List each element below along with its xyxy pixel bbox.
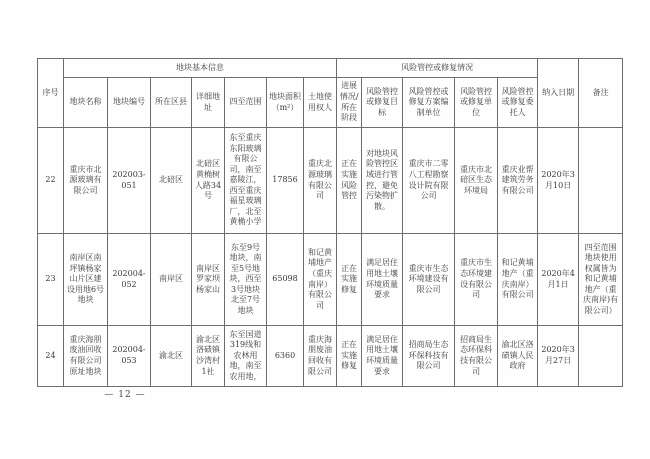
table-row bbox=[38, 326, 623, 387]
cell-remark: 四至范围地块使用权属皆为和记黄埔地产（重庆南岸)有限公司） bbox=[579, 234, 623, 326]
header-plan-unit: 风险管控或修复方案编制单位 bbox=[403, 78, 455, 128]
cell-land-user: 和记黄埔地产（重庆南岸）有限公司 bbox=[304, 234, 337, 326]
header-group-risk-control: 风险管控或修复情况 bbox=[337, 59, 538, 78]
cell-date: 2020年3月27日 bbox=[538, 326, 579, 387]
header-land-user: 土地使用权人 bbox=[304, 78, 337, 128]
cell-boundary: 东至重庆东阳玻璃有限公司，南至嘉陵江，西至重庆福星玻璃厂，北至黄桷小学 bbox=[225, 128, 267, 234]
cell-seq: 23 bbox=[38, 234, 64, 326]
cell-client: 渝北区洛碛镇人民政府 bbox=[498, 326, 538, 387]
page-number: — 12 — bbox=[104, 390, 146, 400]
cell-area: 65098 bbox=[267, 234, 304, 326]
cell-client: 和记黄埔地产（重庆南岸）有限公司 bbox=[498, 234, 538, 326]
cell-parcel-code: 202004-053 bbox=[108, 326, 151, 387]
header-parcel-code: 地块编号 bbox=[108, 78, 151, 128]
header-risk-target: 风险管控或修复目标 bbox=[362, 78, 403, 128]
cell-date: 2020年3月10日 bbox=[538, 128, 579, 234]
table-row bbox=[38, 128, 623, 234]
header-address: 详细地址 bbox=[192, 78, 225, 128]
cell-date: 2020年4月1日 bbox=[538, 234, 579, 326]
cell-progress: 正在实施修复 bbox=[337, 234, 362, 326]
table-body bbox=[38, 128, 623, 387]
cell-progress: 正在实施风险管控 bbox=[337, 128, 362, 234]
cell-remark bbox=[579, 326, 623, 387]
cell-district: 南岸区 bbox=[151, 234, 192, 326]
cell-land-user: 重庆北源玻璃有限公司 bbox=[304, 128, 337, 234]
header-remark: 备注 bbox=[579, 59, 623, 128]
header-group-basic-info: 地块基本信息 bbox=[64, 59, 337, 78]
cell-plan-unit: 招商局生态环保科技有限公司 bbox=[403, 326, 455, 387]
header-parcel-name: 地块名称 bbox=[64, 78, 108, 128]
cell-parcel-code: 202003-051 bbox=[108, 128, 151, 234]
cell-plan-unit: 重庆市二零八工程勘察设计院有限公司 bbox=[403, 128, 455, 234]
header-district: 所在区县 bbox=[151, 78, 192, 128]
cell-remark bbox=[579, 128, 623, 234]
cell-client: 重庆业帮建筑劳务有限公司 bbox=[498, 128, 538, 234]
header-seq: 序号 bbox=[38, 59, 64, 128]
cell-repair-unit: 重庆市北碚区生态环境局 bbox=[455, 128, 498, 234]
header-boundary: 四至范围 bbox=[225, 78, 267, 128]
cell-land-user: 重庆海朋废油回收有限公司 bbox=[304, 326, 337, 387]
cell-parcel-name: 重庆海朋废油回收有限公司原址地块 bbox=[64, 326, 108, 387]
header-group-row bbox=[38, 59, 623, 78]
cell-address: 渝北区洛碛镇沙湾村1社 bbox=[192, 326, 225, 387]
cell-parcel-code: 202004-052 bbox=[108, 234, 151, 326]
cell-boundary: 东至国道319线和农林用地，南至农用地， bbox=[225, 326, 267, 387]
cell-area: 17856 bbox=[267, 128, 304, 234]
table-row bbox=[38, 234, 623, 326]
header-client: 风险管控或修复委托人 bbox=[498, 78, 538, 128]
header-date: 纳入日期 bbox=[538, 59, 579, 128]
cell-risk-target: 对地块风险管控区域进行管控，避免污染物扩散。 bbox=[362, 128, 403, 234]
cell-seq: 22 bbox=[38, 128, 64, 234]
cell-parcel-name: 南岸区南坪镇杨家山片区建设用地6号地块 bbox=[64, 234, 108, 326]
cell-repair-unit: 重庆市生态环境建设有限公司 bbox=[455, 234, 498, 326]
land-parcel-table bbox=[37, 58, 623, 387]
header-area: 地块面积（m²） bbox=[267, 78, 304, 128]
cell-area: 6360 bbox=[267, 326, 304, 387]
cell-plan-unit: 重庆市生态环境建设有限公司 bbox=[403, 234, 455, 326]
header-sub-row bbox=[38, 78, 623, 128]
cell-parcel-name: 重庆市北源玻璃有限公司 bbox=[64, 128, 108, 234]
header-repair-unit: 风险管控或修复单位 bbox=[455, 78, 498, 128]
cell-risk-target: 满足居住用地土壤环境质量要求 bbox=[362, 234, 403, 326]
cell-progress: 正在实施修复 bbox=[337, 326, 362, 387]
header-progress: 进展情况/所在阶段 bbox=[337, 78, 362, 128]
cell-district: 渝北区 bbox=[151, 326, 192, 387]
cell-seq: 24 bbox=[38, 326, 64, 387]
cell-repair-unit: 招商局生态环保科技有限公司 bbox=[455, 326, 498, 387]
cell-risk-target: 满足居住用地土壤环境质量要求 bbox=[362, 326, 403, 387]
table-header bbox=[38, 59, 623, 128]
cell-district: 北碚区 bbox=[151, 128, 192, 234]
cell-boundary: 东至9号地块，南至5号地块，西至3号地块北至7号地块 bbox=[225, 234, 267, 326]
cell-address: 南岸区罗家坝杨家山 bbox=[192, 234, 225, 326]
cell-address: 北碚区黄桷树人路34号 bbox=[192, 128, 225, 234]
